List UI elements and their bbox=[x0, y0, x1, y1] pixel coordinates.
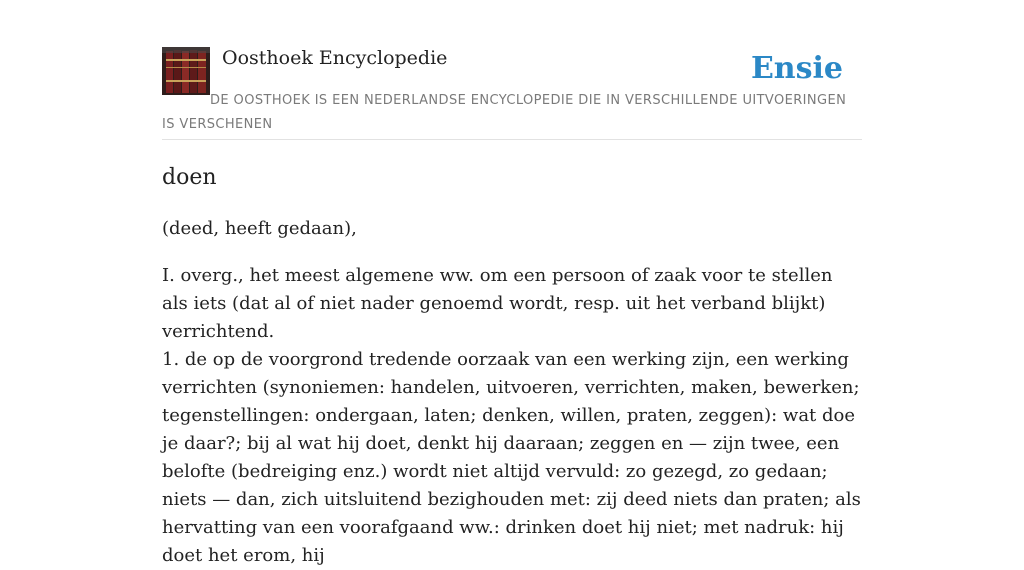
site-name[interactable]: Oosthoek Encyclopedie bbox=[222, 47, 448, 69]
entry-content bbox=[162, 162, 862, 570]
ensie-logo-link[interactable]: Ensie bbox=[750, 51, 843, 86]
entry-title: doen bbox=[162, 165, 217, 190]
entry-inflection: (deed, heeft gedaan), bbox=[162, 218, 357, 239]
encyclopedia-avatar[interactable] bbox=[162, 47, 210, 95]
site-tagline: DE OOSTHOEK IS EEN NEDERLANDSE ENCYCLOPEDIE DIE IN VERSCHILLENDE UITVOERINGEN IS VERSCHENEN bbox=[162, 93, 847, 132]
entry-definition: I. overg., het meest algemene ww. om een persoon of zaak voor te stellen als iets (dat al of niet nader genoemd wordt, resp. uit het verband blijkt) verrichtend. 1. de op de voorgrond tredende oorzaak van een werking zijn, een werking verrichten (synoniemen: handelen, uitvoeren, verrichten, maken, bewerken; tegenstellingen: ondergaan, laten; denken, willen, praten, zeggen): wat doe je daar?; bij al wat hij doet, denkt hij daaraan; zeggen en — zijn twee, een belofte (bedreiging enz.) wordt niet altijd vervuld: zo gezegd, zo gedaan; niets — dan, zich uitsluitend bezighouden met: zij deed niets dan praten; als hervatting van een voorafgaand ww.: drinken doet hij niet; met nadruk: hij doet het erom, hij bbox=[162, 265, 861, 566]
book-spines-icon bbox=[162, 47, 210, 95]
site-header bbox=[162, 46, 862, 140]
